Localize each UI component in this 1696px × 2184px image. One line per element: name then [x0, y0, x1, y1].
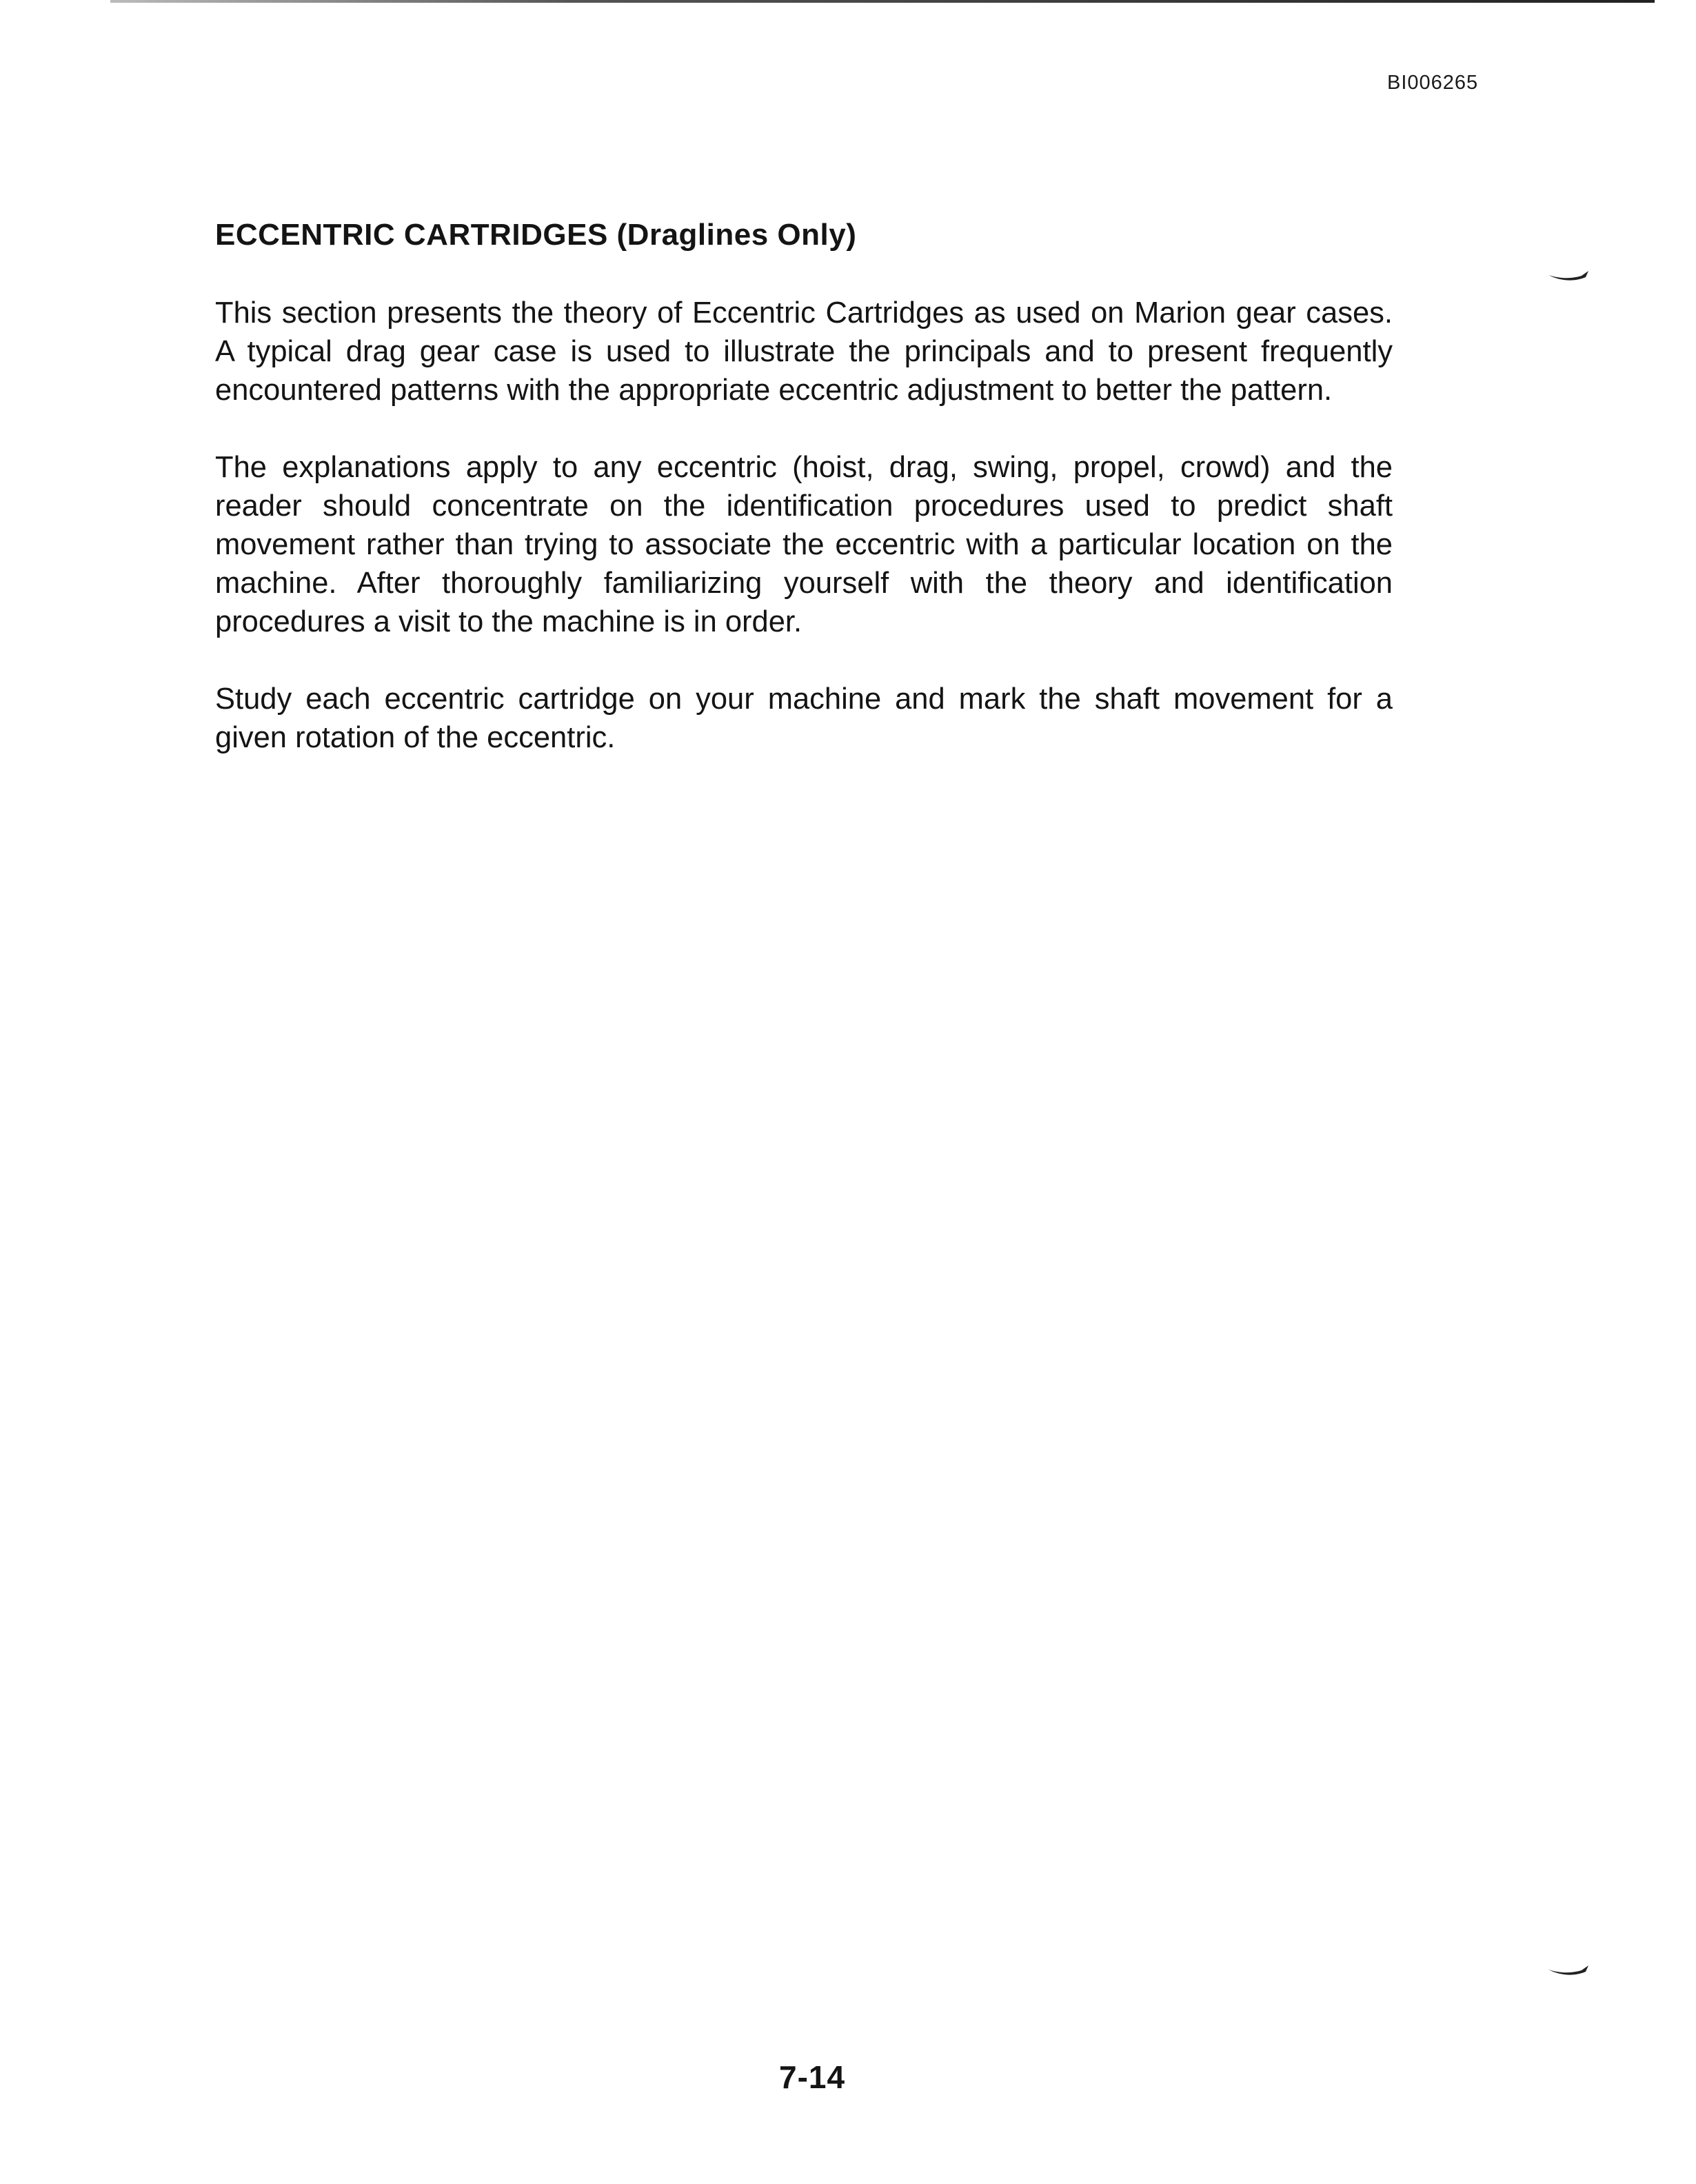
- paragraph-3: Study each eccentric cartridge on your machine and mark the shaft movement for a given rotation of the eccentric.: [215, 682, 1393, 754]
- paragraph-2: The explanations apply to any eccentric (hoist, drag, swing, propel, crowd) and the reader should concentrate on the identification procedures used to predict shaft movement rather than trying to associate the eccentric with a particular location on the machine. After thoroughly familiarizing yourself with the theory and identification procedures a visit to the machine is in order.: [215, 451, 1393, 638]
- page-number: 7-14: [779, 2059, 846, 2095]
- binder-hole-mark-icon: [1547, 1963, 1590, 1977]
- section-heading: ECCENTRIC CARTRIDGES (Draglines Only): [215, 218, 857, 252]
- binder-hole-mark-icon: [1547, 269, 1590, 283]
- paragraph-1: This section presents the theory of Eccentric Cartridges as used on Marion gear cases. A typical drag gear case is used to illustrate the principals and to present frequently encountered patterns with the appropriate eccentric adjustment to better the pattern.: [215, 296, 1393, 407]
- section-body: [215, 294, 1393, 757]
- top-scan-rule: [110, 0, 1655, 3]
- document-id: BI006265: [1387, 72, 1479, 94]
